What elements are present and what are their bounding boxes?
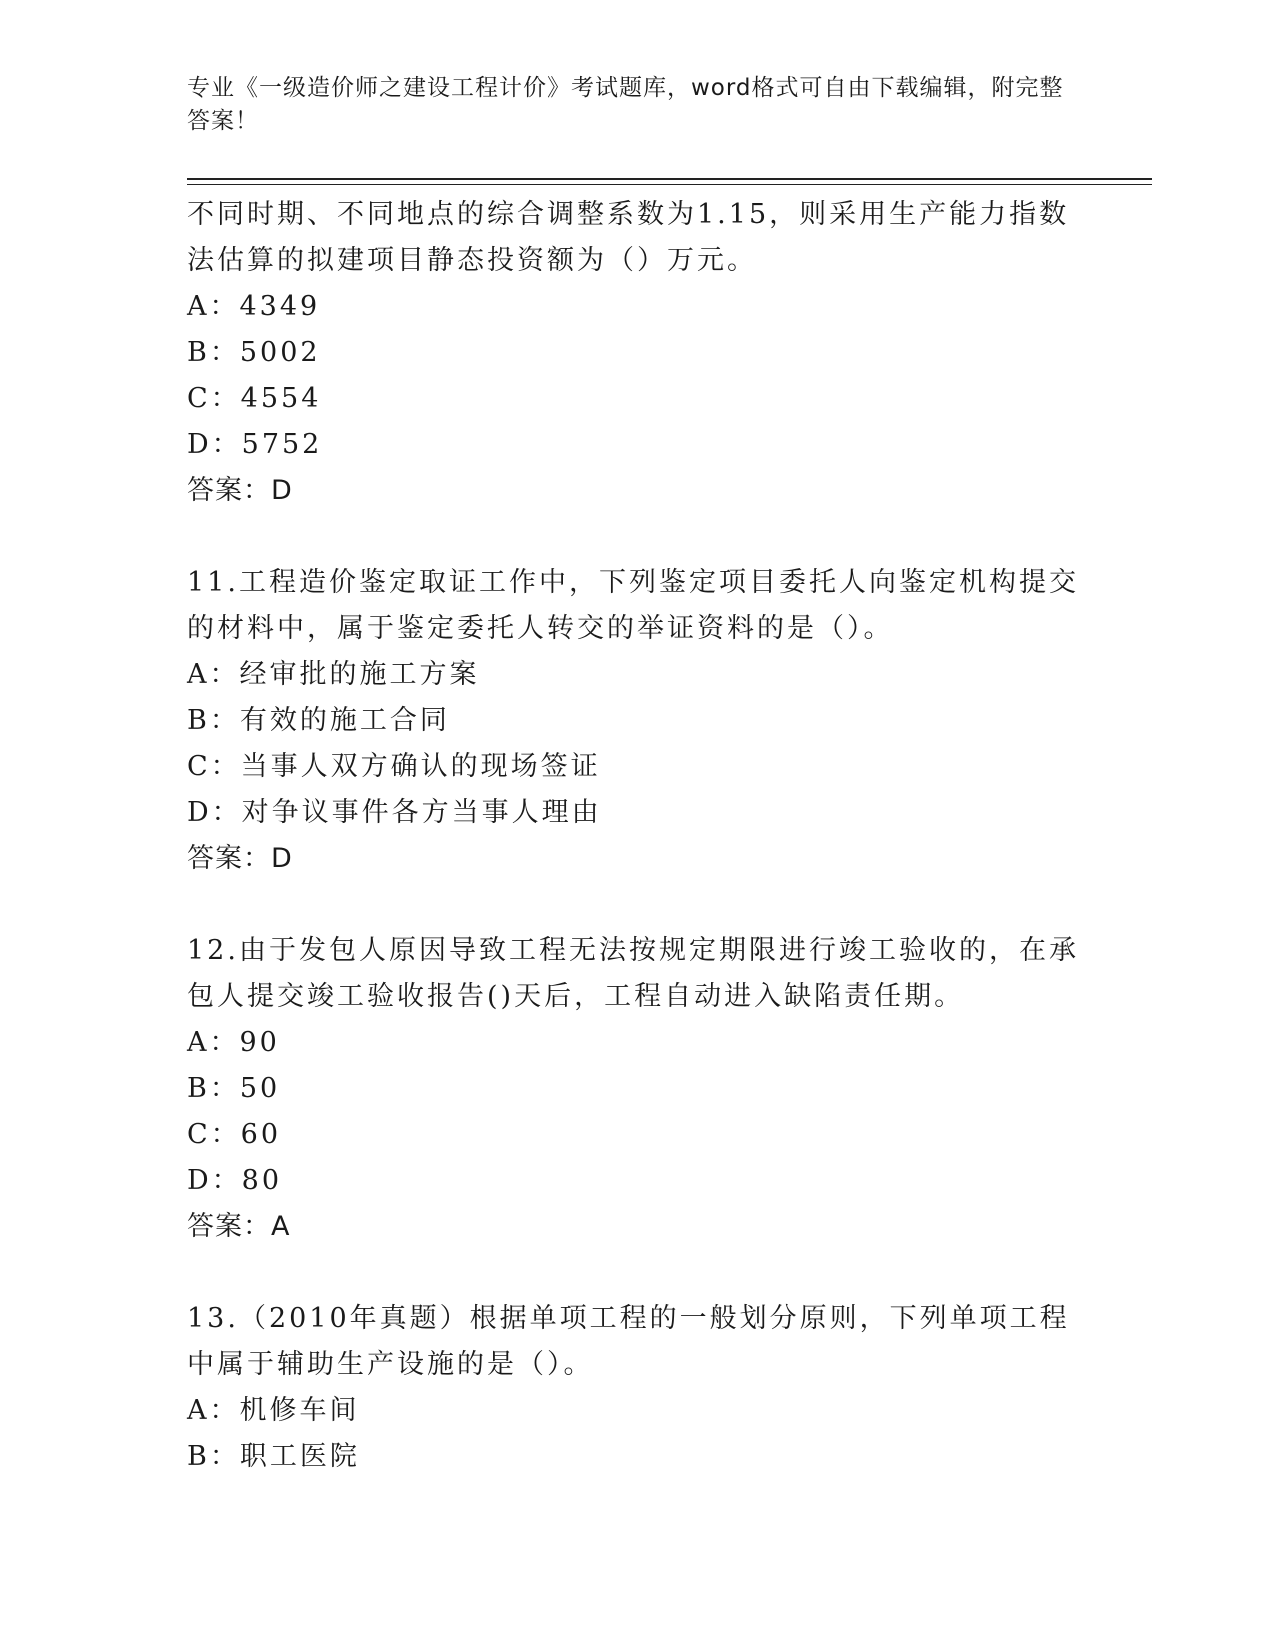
header-divider-thin: [187, 184, 1152, 185]
header-divider-thick: [187, 178, 1152, 180]
option-d: D：5752: [187, 429, 323, 460]
option-a: A：经审批的施工方案: [187, 659, 480, 690]
option-a: A：机修车间: [187, 1395, 360, 1426]
document-header: 专业《一级造价师之建设工程计价》考试题库，word格式可自由下载编辑，附完整答案！: [187, 75, 1064, 134]
option-a: A：4349: [187, 291, 321, 322]
question-stem: 12.由于发包人原因导致工程无法按规定期限进行竣工验收的，在承包人提交竣工验收报告()天后，工程自动进入缺陷责任期。: [187, 935, 1079, 1012]
question-stem: 11.工程造价鉴定取证工作中，下列鉴定项目委托人向鉴定机构提交的材料中，属于鉴定委托人转交的举证资料的是（）。: [187, 567, 1079, 644]
question-item: [187, 560, 1087, 882]
option-d: D：80: [187, 1165, 283, 1196]
option-c: C：4554: [187, 383, 322, 414]
option-c: C：60: [187, 1119, 282, 1150]
answer-line: 答案：A: [187, 1211, 291, 1242]
question-list: [187, 192, 1087, 1480]
option-d: D：对争议事件各方当事人理由: [187, 797, 602, 828]
answer-line: 答案：D: [187, 475, 293, 506]
option-b: B：有效的施工合同: [187, 705, 450, 736]
question-stem: 不同时期、不同地点的综合调整系数为1.15，则采用生产能力指数法估算的拟建项目静态投资额为（）万元。: [187, 199, 1070, 276]
question-item: [187, 928, 1087, 1250]
option-c: C：当事人双方确认的现场签证: [187, 751, 601, 782]
question-spacer: [187, 882, 1087, 928]
option-b: B：5002: [187, 337, 321, 368]
answer-line: 答案：D: [187, 843, 293, 874]
question-item: [187, 192, 1087, 514]
question-spacer: [187, 1250, 1087, 1296]
question-spacer: [187, 514, 1087, 560]
option-b: B：职工医院: [187, 1441, 360, 1472]
option-a: A：90: [187, 1027, 280, 1058]
question-item: [187, 1296, 1087, 1480]
option-b: B：50: [187, 1073, 281, 1104]
question-stem: 13.（2010年真题）根据单项工程的一般划分原则，下列单项工程中属于辅助生产设施的是（）。: [187, 1303, 1070, 1380]
